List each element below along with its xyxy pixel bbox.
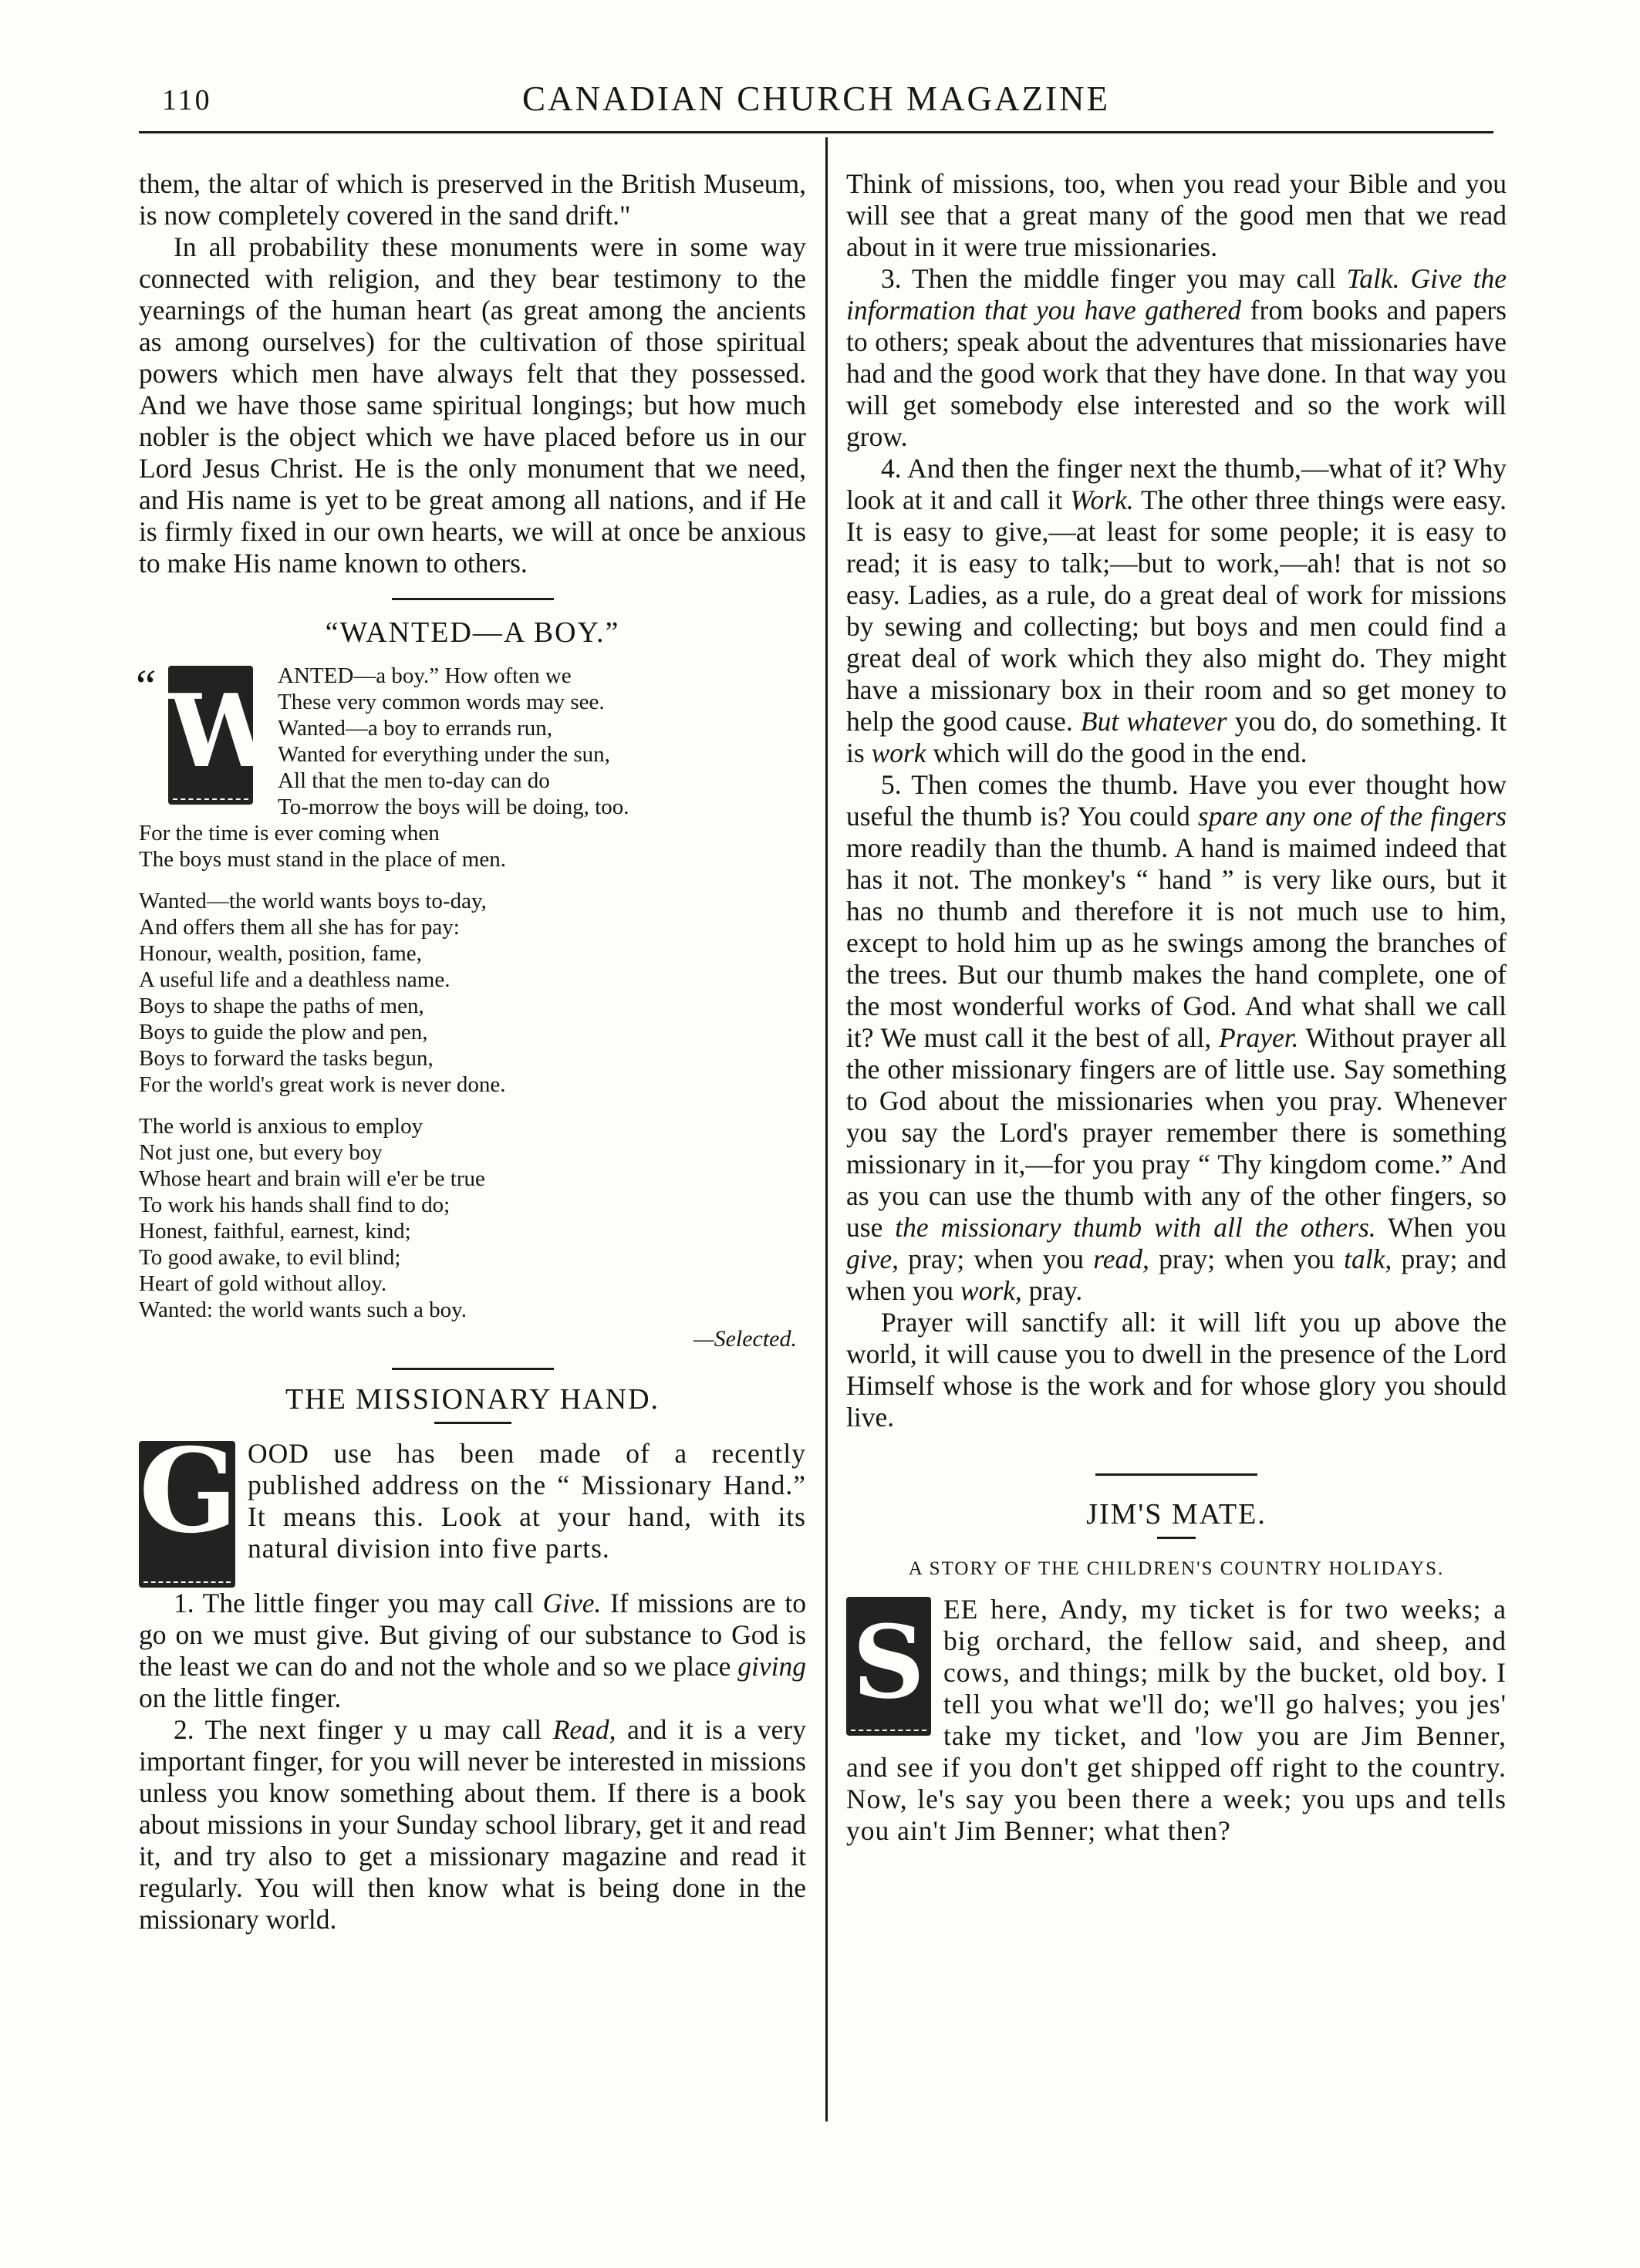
emphasis: talk, [1344, 1244, 1392, 1274]
text-run: and it is a very important finger, for you will never be interested in missions unless you know something about them. If there is a book about missions in your Sunday school library, get it and read it, and try also to get a missionary magazine and read it regularly. You will then know what is being done in the missionary world. [139, 1714, 806, 1935]
emphasis: Prayer. [1218, 1022, 1299, 1053]
poem-line: And offers them all she has for pay: [139, 915, 460, 940]
poem-line: The boys must stand in the place of men. [139, 847, 506, 872]
bible-paragraph: Think of missions, too, when you read your Bible and you will see that a great many of the good men that we read about in it were true missionaries. [846, 168, 1507, 262]
poem-stanza-1-bottom [139, 820, 806, 872]
poem-line: To good awake, to evil blind; [139, 1245, 401, 1270]
poem-line: These very common words may see. [278, 690, 605, 714]
text-run: from books and papers to others; speak about the adventures that missionaries have had and the good work that they have done. In that way you will get somebody else interested and so the work will grow. [846, 295, 1507, 452]
poem-stanza-2 [139, 888, 806, 1098]
initial-ornament [851, 1730, 926, 1731]
poem-line: Boys to guide the plow and pen, [139, 1020, 428, 1045]
poem-line: Wanted: the world wants such a boy. [139, 1298, 467, 1322]
poem-line: Honour, wealth, position, fame, [139, 941, 422, 966]
poem-line: The world is anxious to employ [139, 1114, 423, 1139]
poem-line: For the time is ever coming when [139, 821, 440, 845]
magazine-title: CANADIAN CHURCH MAGAZINE [522, 79, 1110, 118]
story-opening [846, 1594, 1507, 1847]
text-run: pray; when you [899, 1244, 1094, 1274]
section-divider [392, 1368, 554, 1370]
emphasis: Read, [552, 1714, 616, 1745]
poem-line: Heart of gold without alloy. [139, 1271, 387, 1296]
page-header [147, 79, 1486, 125]
poem-line: Not just one, but every boy [139, 1140, 383, 1165]
emphasis: But whatever [1080, 706, 1227, 737]
poem-opening [131, 660, 806, 820]
text-run: pray; and when you [846, 1244, 1507, 1306]
poem-line: Wanted—the world wants boys to-day, [139, 889, 487, 913]
text-run: you do, do something. It is [846, 706, 1507, 768]
ornamental-initial-s [846, 1597, 931, 1736]
missionary-hand-title: THE MISSIONARY HAND. [285, 1383, 660, 1416]
poem-line: Boys to shape the paths of men, [139, 994, 424, 1018]
column-divider [825, 137, 828, 2121]
title-underline [1157, 1537, 1196, 1539]
poem-line: Wanted for everything under the sun, [278, 742, 610, 767]
left-column [131, 168, 806, 1936]
text-run: 5. Then comes the thumb. Have you ever thought how useful the thumb is? You could [846, 769, 1507, 832]
poem-attribution: —Selected. [693, 1326, 797, 1352]
poem-stanza-1-top [139, 663, 806, 820]
text-run: pray; when you [1149, 1244, 1345, 1274]
monuments-paragraph: In all probability these monuments were in some way connected with religion, and they bear testimony to the yearnings of the human heart (as great among the ancients as among ourselves) for the cultivation of those spiritual powers which men have always felt that they possessed. And we have those same spiritual longings; but how much nobler is the object which we have placed before us in our Lord Jesus Christ. He is the only monument that we need, and His name is yet to be great among all nations, and if He is firmly fixed in our own hearts, we will at once be anxious to make His name known to others. [139, 231, 806, 579]
continued-paragraph: them, the altar of which is preserved in the British Museum, is now completely covered in the sand drift." [139, 168, 806, 231]
ornamental-initial-g [139, 1423, 238, 1588]
header-rule [139, 131, 1493, 133]
poem-line: To-morrow the boys will be doing, too. [278, 795, 629, 819]
thumb-paragraph [846, 769, 1507, 1307]
emphasis: spare any one of the fingers [1197, 801, 1507, 832]
text-run: on the little finger. [139, 1682, 342, 1713]
poem-line: Wanted—a boy to errands run, [278, 716, 553, 741]
text-run: 2. The next finger y u may call [174, 1714, 553, 1745]
poem [131, 660, 806, 1352]
emphasis: the missionary thumb with all the others. [895, 1212, 1376, 1243]
text-run: pray. [1021, 1275, 1083, 1306]
finger-2-paragraph [139, 1714, 806, 1936]
poem-line: A useful life and a deathless name. [139, 967, 450, 992]
text-run: If missions are to go on we must give. But giving of our substance to God is the least we can do and not the whole and so we place [139, 1588, 806, 1682]
emphasis: giving [737, 1651, 806, 1682]
poem-line: Whose heart and brain will e'er be true [139, 1166, 485, 1191]
text-run: 3. Then the middle finger you may call [881, 263, 1347, 294]
poem-line: All that the men to-day can do [278, 768, 550, 793]
emphasis: work, [960, 1275, 1022, 1306]
text-run: Without prayer all the other missionary fingers are of little use. Say something to God about the missionaries when you pray. Whenever you say the Lord's prayer remember there is something missionary in it,—for you pray “ Thy kingdom come.” And as you can use the thumb with any of the other fingers, so use [846, 1022, 1507, 1243]
text-run: more readily than the thumb. A hand is maimed indeed that has it not. The monkey's “ hand ” is very like ours, but it has no thumb and therefore it is not much use to him, except to hold him up as he swings among the branches of the trees. But our thumb makes the hand complete, one of the most wonderful works of God. And what shall we call it? We must call it the best of all, [846, 832, 1507, 1053]
text-run: which will do the good in the end. [926, 737, 1308, 768]
emphasis: Talk. Give the information that you have gathered [846, 263, 1507, 326]
poem-line: To work his hands shall find to do; [139, 1193, 450, 1217]
initial-letter: W [168, 672, 281, 790]
intro-text: OOD use has been made of a recently published address on the “ Missionary Hand.” It means this. Look at your hand, with its natural division into five parts. [248, 1438, 806, 1564]
missionary-hand-intro [139, 1423, 806, 1588]
jims-mate-title: JIM'S MATE. [1086, 1498, 1267, 1531]
title-underline [434, 1422, 511, 1424]
initial-ornament [143, 1581, 231, 1583]
story-text: EE here, Andy, my ticket is for two weeks; a big orchard, the fellow said, and sheep, and cows, and things; milk by the bucket, old boy. I tell you what we'll do; we'll go halves; you jes' take my ticket, and 'low you are Jim Benner, and see if you don't get shipped off right to the country. Now, le's say you been there a week; you ups and tells you ain't Jim Benner; what then? [846, 1594, 1507, 1846]
emphasis: work [871, 737, 926, 768]
jims-mate-subtitle: A STORY OF THE CHILDREN'S COUNTRY HOLIDAYS. [908, 1558, 1445, 1579]
section-divider [392, 598, 554, 600]
initial-letter: S [852, 1603, 925, 1721]
prayer-paragraph: Prayer will sanctify all: it will lift you up above the world, it will cause you to dwell in the presence of the Lord Himself whose is the work and for whose glory you should live. [846, 1307, 1507, 1433]
section-divider [1095, 1473, 1257, 1476]
right-column [846, 168, 1507, 1847]
text-run: When you [1375, 1212, 1507, 1243]
finger-3-paragraph [846, 263, 1507, 453]
emphasis: give, [846, 1244, 899, 1274]
emphasis: Work. [1070, 484, 1134, 515]
poem-line: Honest, faithful, earnest, kind; [139, 1219, 411, 1244]
emphasis: Give. [542, 1588, 602, 1618]
page-number: 110 [162, 84, 212, 116]
poem-title: “WANTED—A BOY.” [325, 616, 620, 649]
finger-1-paragraph [139, 1588, 806, 1714]
text-run: The other three things were easy. It is easy to give,—at least for some people; it is easy to read; it is easy to talk;—but to work,—ah! that is not so easy. Ladies, as a rule, do a great deal of work for missions by sewing and collecting; but boys and men could find a great deal of work which they also might do. They might have a missionary box in their room and so get money to help the good cause. [846, 484, 1507, 737]
text-run: 1. The little finger you may call [174, 1588, 543, 1618]
poem-line: For the world's great work is never done. [139, 1072, 506, 1097]
poem-line: ANTED—a boy.” How often we [278, 663, 572, 688]
finger-4-paragraph [846, 453, 1507, 769]
poem-stanza-3 [139, 1113, 806, 1352]
opening-quote: “ [131, 660, 157, 711]
poem-line: Boys to forward the tasks begun, [139, 1046, 434, 1071]
emphasis: read, [1093, 1244, 1149, 1274]
text-run: 4. And then the finger next the thumb,—what of it? Why look at it and call it [846, 453, 1507, 515]
initial-letter: G [139, 1423, 238, 1559]
